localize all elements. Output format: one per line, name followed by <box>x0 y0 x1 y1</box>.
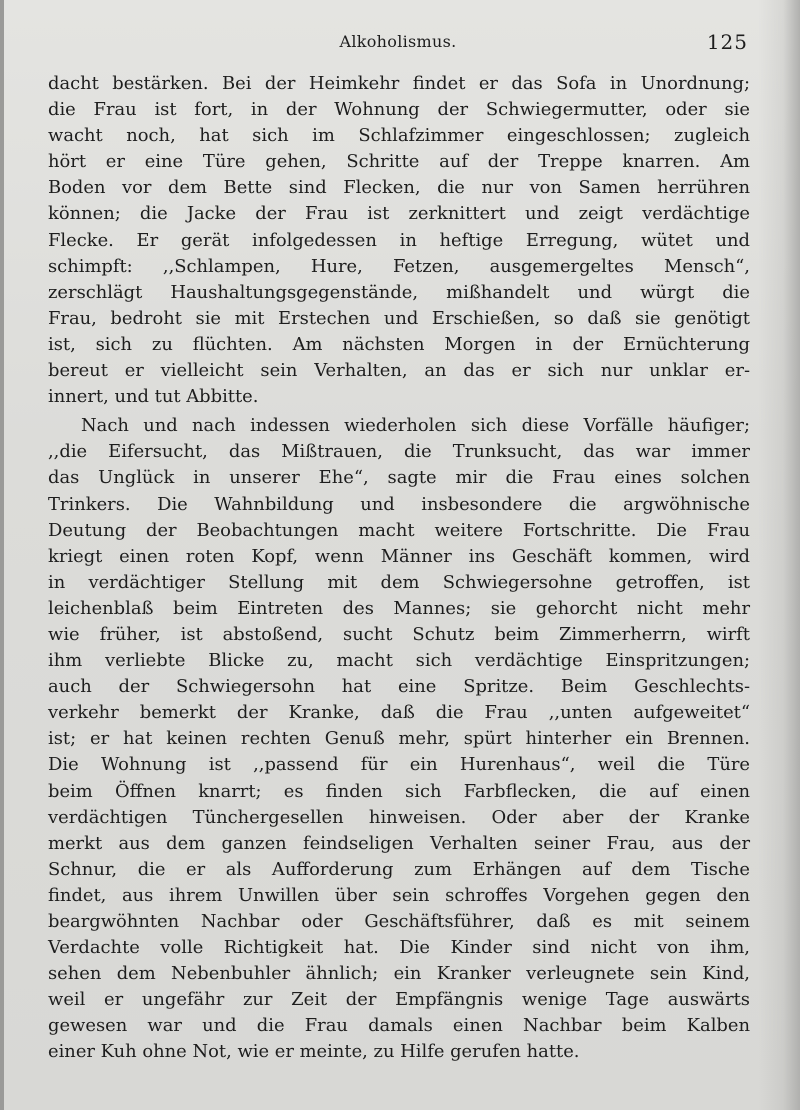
page-edge-shadow-left <box>0 0 4 1110</box>
text-line: findet, aus ihrem Unwillen über sein schroffes Vorgehen gegen den <box>48 884 750 906</box>
text-line: wie früher, ist abstoßend, sucht Schutz beim Zimmerherrn, wirft <box>48 623 750 645</box>
text-line: bereut er vielleicht sein Verhalten, an das er sich nur unklar er- <box>48 360 750 382</box>
text-line: das Unglück in unserer Ehe“, sagte mir die Frau eines solchen <box>48 467 750 489</box>
text-line: schimpft: ,,Schlampen, Hure, Fetzen, ausgemergeltes Mensch“, <box>48 255 750 277</box>
text-line: Nach und nach indessen wiederholen sich diese Vorfälle häufiger; <box>81 415 750 437</box>
text-line: einer Kuh ohne Not, wie er meinte, zu Hilfe gerufen hatte. <box>48 1041 580 1063</box>
text-line: können; die Jacke der Frau ist zerknittert und zeigt verdächtige <box>48 203 750 225</box>
text-line: die Frau ist fort, in der Wohnung der Schwiegermutter, oder sie <box>48 99 750 121</box>
body-text <box>48 71 750 1066</box>
text-line: dacht bestärken. Bei der Heimkehr findet er das Sofa in Unordnung; <box>48 73 750 94</box>
text-line: verdächtigen Tünchergesellen hinweisen. Oder aber der Kranke <box>48 806 750 828</box>
text-line: hört er eine Türe gehen, Schritte auf der Treppe knarren. Am <box>48 151 750 173</box>
text-line: weil er ungefähr zur Zeit der Empfängnis wenige Tage auswärts <box>48 989 750 1011</box>
text-line: merkt aus dem ganzen feindseligen Verhalten seiner Frau, aus der <box>48 832 750 854</box>
text-line: zerschlägt Haushaltungsgegenstände, mißhandelt und würgt die <box>48 281 750 303</box>
text-line: Die Wohnung ist ,,passend für ein Hurenhaus“, weil die Türe <box>48 754 750 776</box>
running-head <box>48 30 748 54</box>
text-line: leichenblaß beim Eintreten des Mannes; sie gehorcht nicht mehr <box>48 597 750 619</box>
text-line: Boden vor dem Bette sind Flecken, die nur von Samen herrühren <box>48 177 750 199</box>
paragraph <box>48 413 750 1065</box>
text-line: beargwöhnten Nachbar oder Geschäftsführer, daß es mit seinem <box>48 911 750 932</box>
text-line: ist; er hat keinen rechten Genuß mehr, spürt hinterher ein Brennen. <box>48 728 750 750</box>
running-title: Alkoholismus. <box>339 32 457 51</box>
text-line: gewesen war und die Frau damals einen Nachbar beim Kalben <box>48 1015 750 1037</box>
text-line: Flecke. Er gerät infolgedessen in heftige Erregung, wütet und <box>48 229 750 251</box>
text-line: Verdachte volle Richtigkeit hat. Die Kinder sind nicht von ihm, <box>48 937 750 959</box>
text-line: verkehr bemerkt der Kranke, daß die Frau ,,unten aufgeweitet“ <box>48 702 750 724</box>
text-line: Schnur, die er als Aufforderung zum Erhängen auf dem Tische <box>48 858 750 880</box>
page-edge-shadow-right <box>758 0 800 1110</box>
text-line: Deutung der Beobachtungen macht weitere Fortschritte. Die Frau <box>48 519 750 541</box>
text-line: ihm verliebte Blicke zu, macht sich verdächtige Einspritzungen; <box>48 650 750 672</box>
text-line: Frau, bedroht sie mit Erstechen und Erschießen, so daß sie genötigt <box>48 307 750 329</box>
text-line: kriegt einen roten Kopf, wenn Männer ins Geschäft kommen, wird <box>48 545 750 567</box>
text-line: auch der Schwiegersohn hat eine Spritze. Beim Geschlechts- <box>48 676 750 698</box>
text-line: wacht noch, hat sich im Schlafzimmer eingeschlossen; zugleich <box>48 125 750 147</box>
page-number: 125 <box>706 30 748 54</box>
text-line: sehen dem Nebenbuhler ähnlich; ein Kranker verleugnete sein Kind, <box>48 963 750 985</box>
text-line: Trinkers. Die Wahnbildung und insbesondere die argwöhnische <box>48 493 750 515</box>
text-line: beim Öffnen knarrt; es finden sich Farbflecken, die auf einen <box>48 780 750 802</box>
text-line: ist, sich zu flüchten. Am nächsten Morgen in der Ernüchterung <box>48 333 750 355</box>
paragraph <box>48 71 750 410</box>
text-line: ,,die Eifersucht, das Mißtrauen, die Trunksucht, das war immer <box>48 441 750 463</box>
text-line: innert, und tut Abbitte. <box>48 386 259 408</box>
text-line: in verdächtiger Stellung mit dem Schwiegersohne getroffen, ist <box>48 571 750 593</box>
